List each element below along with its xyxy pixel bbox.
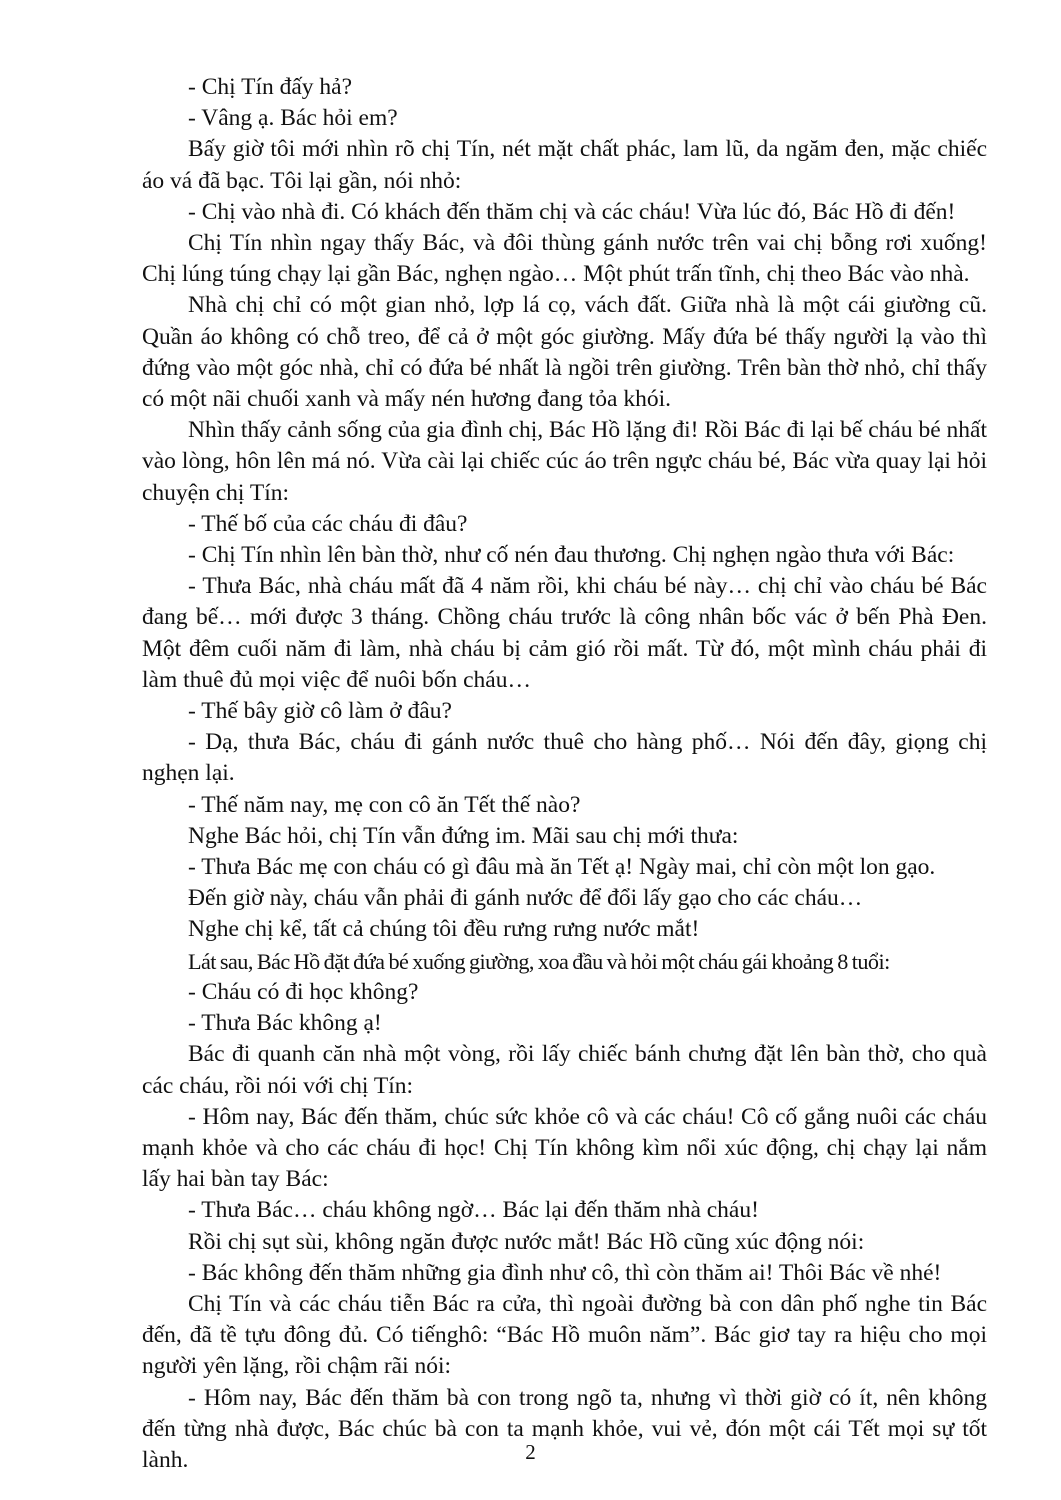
narrative-line: Rồi chị sụt sùi, không ngăn được nước mắt! Bác Hồ cũng xúc động nói: xyxy=(188,1228,865,1255)
narrative-paragraph: Bác đi quanh căn nhà một vòng, rồi lấy chiếc bánh chưng đặt lên bàn thờ, cho quà các cháu, rồi nói với chị Tín: xyxy=(142,1041,987,1099)
dialogue-line: - Thế bố của các cháu đi đâu? xyxy=(188,510,468,537)
narrative-paragraph: Chị Tín và các cháu tiễn Bác ra cửa, thì ngoài đường bà con dân phố nghe tin Bác đến, đã tề tựu đông đủ. Có tiếnghô: “Bác Hồ muôn năm”. Bác giơ tay ra hiệu cho mọi người yên lặng, rồi chậm rãi nói: xyxy=(142,1290,987,1380)
narrative-paragraph: Chị Tín nhìn ngay thấy Bác, và đôi thùng gánh nước trên vai chị bỗng rơi xuống! Chị lúng túng chạy lại gần Bác, nghẹn ngào… Một phút trấn tĩnh, chị theo Bác vào nhà. xyxy=(142,230,987,288)
narrative-paragraph: Bấy giờ tôi mới nhìn rõ chị Tín, nét mặt chất phác, lam lũ, da ngăm đen, mặc chiếc áo vá đã bạc. Tôi lại gần, nói nhỏ: xyxy=(142,136,987,194)
dialogue-paragraph: - Hôm nay, Bác đến thăm, chúc sức khỏe cô và các cháu! Cô cố gắng nuôi các cháu mạnh khỏe và cho các cháu đi học! Chị Tín không kìm nổi xúc động, chị chạy lại nắm lấy hai bàn tay Bác: xyxy=(142,1103,987,1193)
narrative-line: Lát sau, Bác Hồ đặt đứa bé xuống giường, xoa đầu và hỏi một cháu gái khoảng 8 tuổi: xyxy=(188,948,890,974)
dialogue-line: - Thưa Bác mẹ con cháu có gì đâu mà ăn Tết ạ! Ngày mai, chỉ còn một lon gạo. xyxy=(188,854,936,881)
story-text xyxy=(142,72,987,1476)
dialogue-line: - Thế năm nay, mẹ con cô ăn Tết thế nào? xyxy=(188,791,581,818)
narrative-line: Nghe Bác hỏi, chị Tín vẫn đứng im. Mãi sau chị mới thưa: xyxy=(188,822,739,849)
dialogue-paragraph: - Dạ, thưa Bác, cháu đi gánh nước thuê cho hàng phố… Nói đến đây, giọng chị nghẹn lại. xyxy=(142,729,987,787)
page-number: 2 xyxy=(525,1440,536,1464)
narrative-paragraph: Nhìn thấy cảnh sống của gia đình chị, Bác Hồ lặng đi! Rồi Bác đi lại bế cháu bé nhất vào lòng, hôn lên má nó. Vừa cài lại chiếc cúc áo trên ngực cháu bé, Bác vừa quay lại hỏi chuyện chị Tín: xyxy=(142,417,987,506)
dialogue-line: - Vâng ạ. Bác hỏi em? xyxy=(188,105,398,132)
dialogue-line: - Chị vào nhà đi. Có khách đến thăm chị và các cháu! Vừa lúc đó, Bác Hồ đi đến! xyxy=(188,198,956,225)
dialogue-line: - Chị Tín đấy hả? xyxy=(188,74,353,100)
dialogue-line: - Thưa Bác không ạ! xyxy=(188,1010,382,1037)
dialogue-line: - Cháu có đi học không? xyxy=(188,978,419,1005)
dialogue-line: Đến giờ này, cháu vẫn phải đi gánh nước để đổi lấy gạo cho các cháu… xyxy=(188,885,863,912)
dialogue-line: - Thế bây giờ cô làm ở đâu? xyxy=(188,698,452,725)
dialogue-line: - Bác không đến thăm những gia đình như cô, thì còn thăm ai! Thôi Bác về nhé! xyxy=(188,1259,942,1286)
dialogue-paragraph: - Hôm nay, Bác đến thăm bà con trong ngõ ta, nhưng vì thời giờ có ít, nên không đến từng nhà được, Bác chúc bà con ta mạnh khỏe, vui vẻ, đón một cái Tết mọi sự tốt lành. xyxy=(142,1384,987,1473)
dialogue-line: - Thưa Bác… cháu không ngờ… Bác lại đến thăm nhà cháu! xyxy=(188,1197,759,1224)
narrative-paragraph: Nhà chị chỉ có một gian nhỏ, lợp lá cọ, vách đất. Giữa nhà là một cái giường cũ. Quần áo không có chỗ treo, để cả ở một góc giường. Mấy đứa bé thấy người lạ vào thì đứng vào một góc nhà, chỉ có đứa bé nhất là ngồi trên giường. Trên bàn thờ nhỏ, chỉ thấy có một nãi chuối xanh và mấy nén hương đang tỏa khói. xyxy=(142,292,987,413)
dialogue-paragraph: - Thưa Bác, nhà cháu mất đã 4 năm rồi, khi cháu bé này… chị chỉ vào cháu bé Bác đang bế… mới được 3 tháng. Chồng cháu trước là công nhân bốc vác ở bến Phà Đen. Một đêm cuối năm đi làm, nhà cháu bị cảm gió rồi mất. Từ đó, một mình cháu phải đi làm thuê đủ mọi việc để nuôi bốn cháu… xyxy=(142,573,987,693)
dialogue-line: - Chị Tín nhìn lên bàn thờ, như cố nén đau thương. Chị nghẹn ngào thưa với Bác: xyxy=(188,542,955,569)
narrative-line: Nghe chị kể, tất cả chúng tôi đều rưng rưng nước mắt! xyxy=(188,916,700,943)
